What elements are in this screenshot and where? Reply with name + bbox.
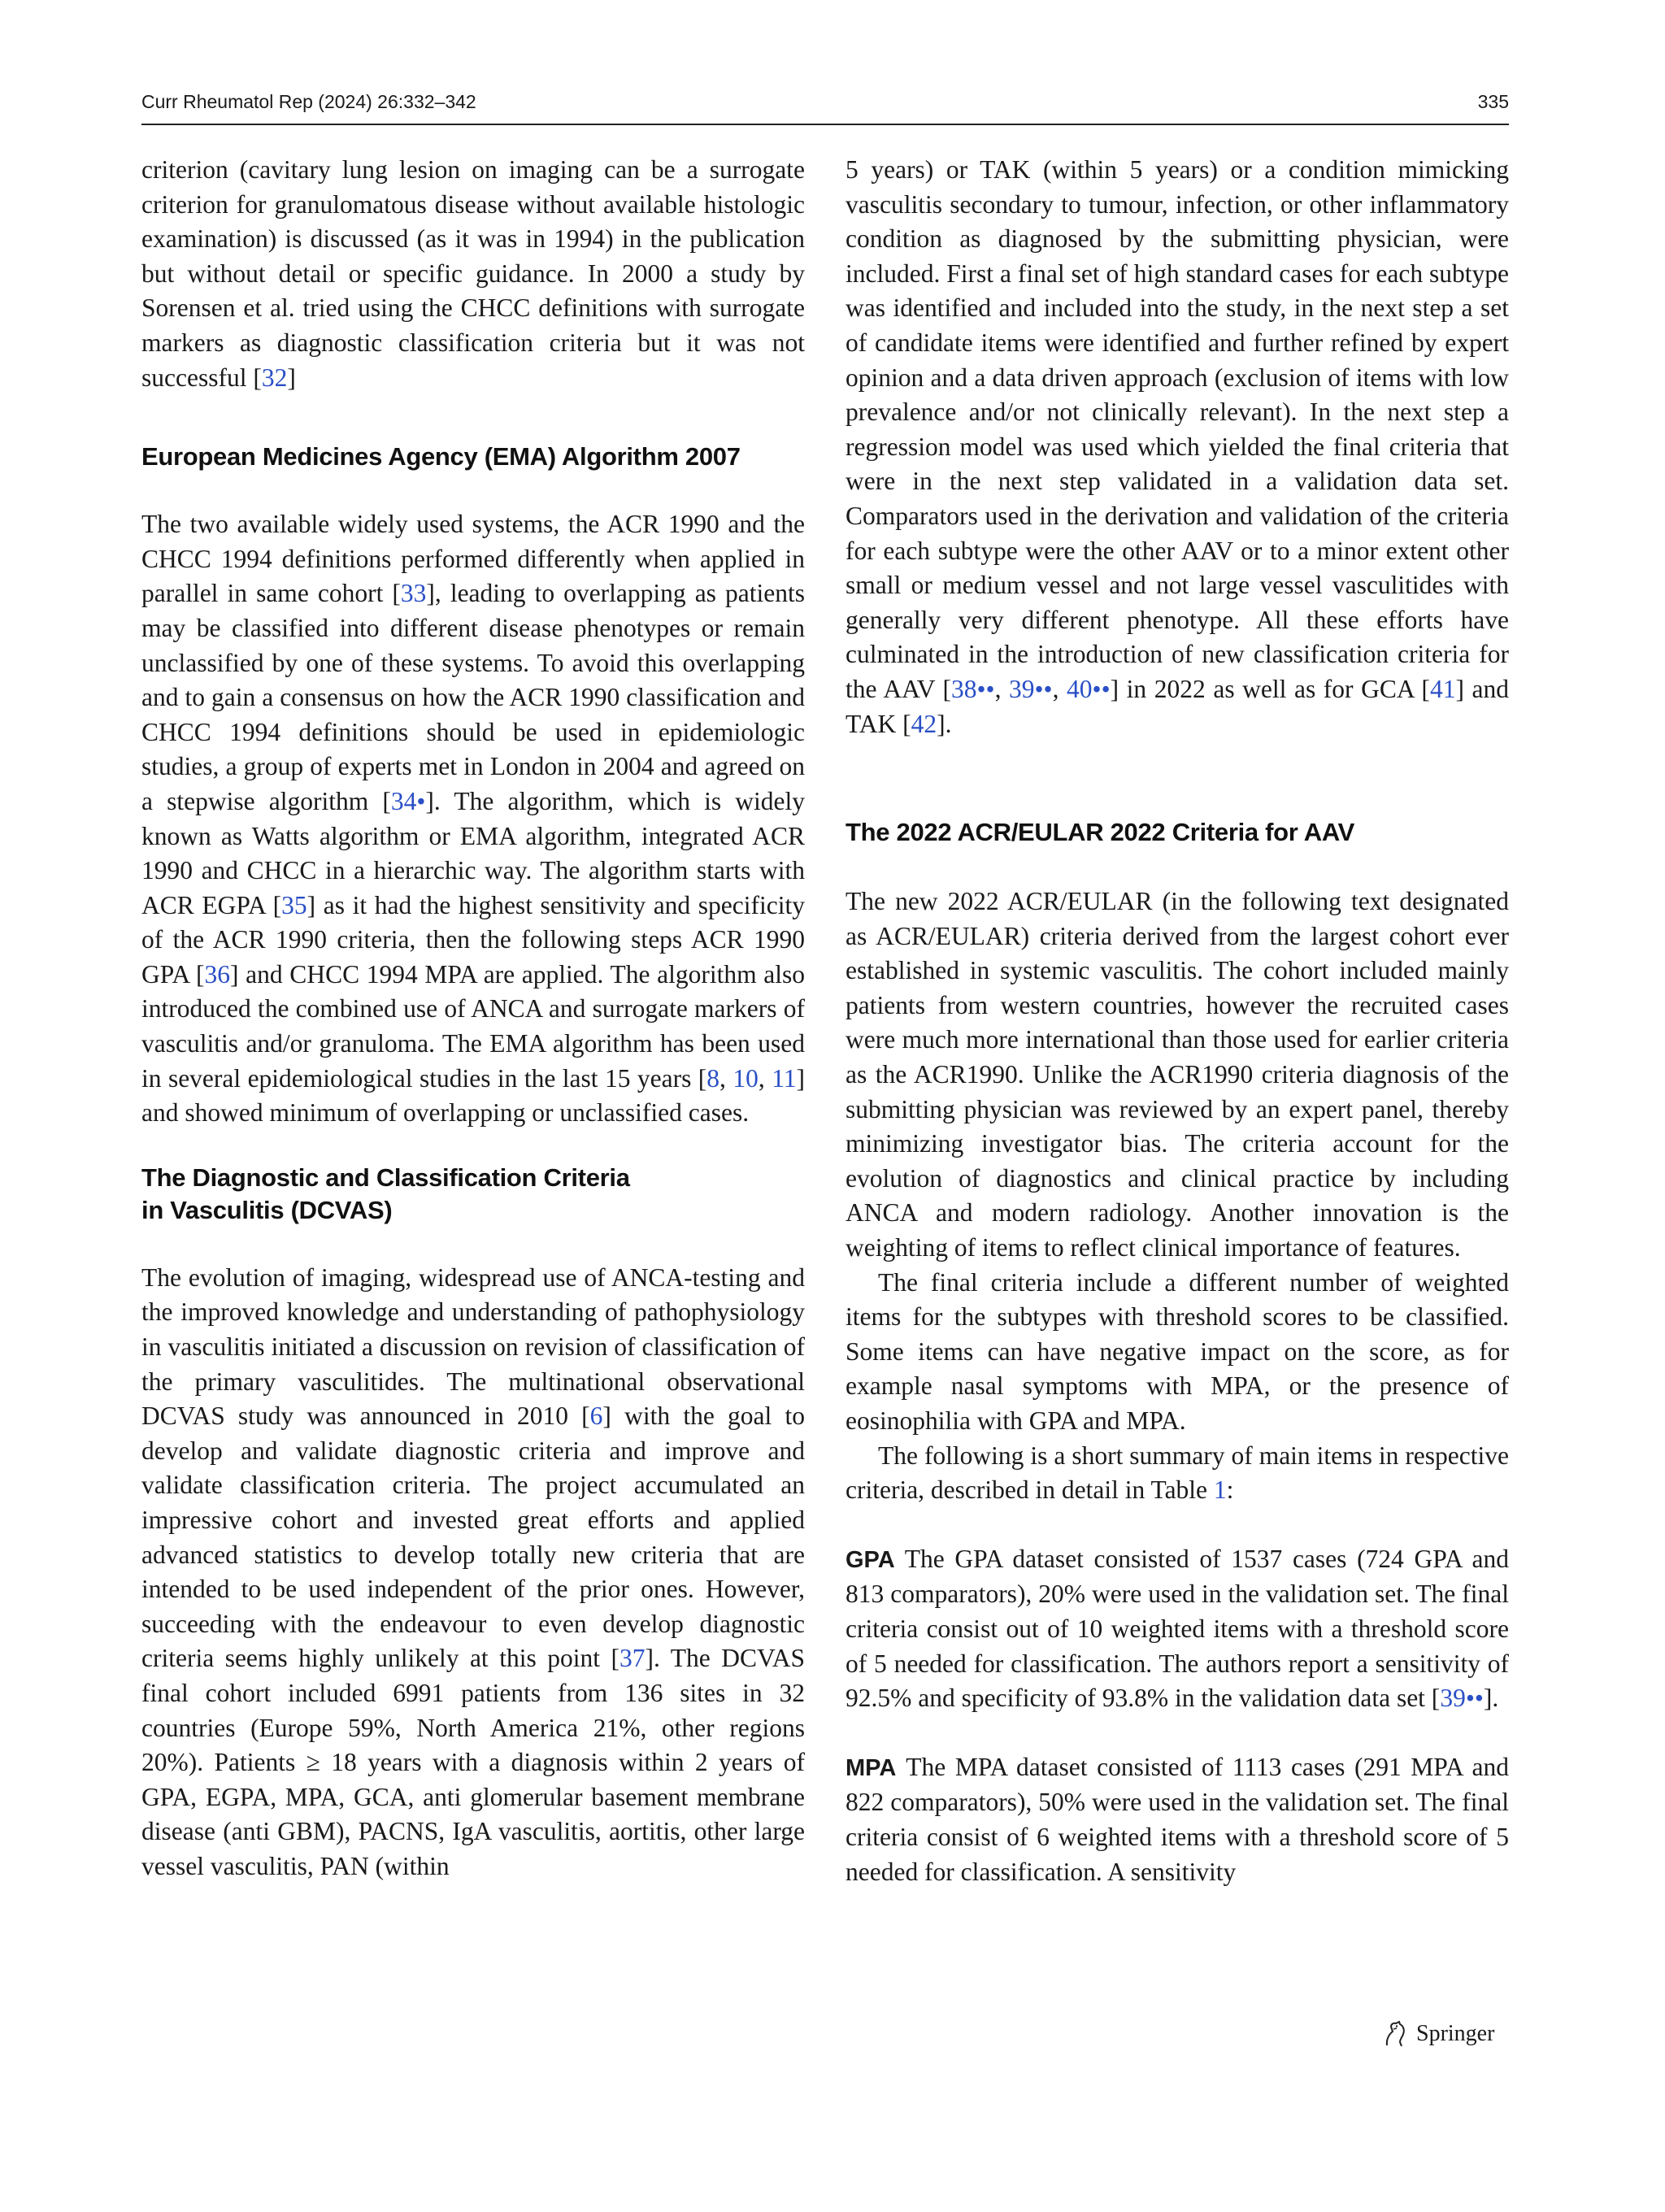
text: , (758, 1063, 772, 1093)
text: ] and CHCC 1994 MPA are applied. The algorithm also introduced the combined use of ANCA and surrogate markers of vasculitis and/or granuloma. The EMA algorithm has been used in several epidemiological studies in the last 15 years [ (141, 959, 805, 1093)
journal-citation: Curr Rheumatol Rep (2024) 26:332–342 (141, 91, 476, 112)
citation-link[interactable]: 10 (733, 1063, 759, 1093)
section-heading-dcvas (141, 1162, 805, 1227)
text: The GPA dataset consisted of 1537 cases (724 GPA and 813 comparators), 20% were used in the validation set. The final criteria consist out of 10 weighted items with a threshold score of 5 needed for classification. The authors report a sensitivity of 92.5% and specificity of 93.8% in the validation data set [ (846, 1544, 1509, 1713)
citation-link[interactable]: 33 (400, 579, 427, 608)
citation-link[interactable]: 42 (911, 709, 937, 738)
page-number: 335 (1477, 91, 1509, 112)
citation-link[interactable]: 36 (204, 959, 231, 989)
paragraph-summary-intro (846, 1439, 1509, 1508)
citation-link[interactable]: 41 (1429, 674, 1456, 703)
text: ] with the goal to develop and validate diagnostic criteria and improve and validate classification criteria. The project accumulated an impressive cohort and invested great efforts and applied advanced statistics to develop totally new criteria that are intended to be used independent of the prior ones. However, succeeding with the endeavour to even develop diagnostic criteria seems highly unlikely at this point [ (141, 1402, 805, 1673)
text: , (1052, 674, 1067, 703)
citation-link[interactable]: 35 (281, 890, 307, 919)
heading-line: The Diagnostic and Classification Criteria (141, 1162, 630, 1192)
paragraph-ema-algorithm (141, 507, 805, 1131)
table-link[interactable]: 1 (1213, 1475, 1227, 1505)
citation-link[interactable]: 6 (589, 1402, 603, 1431)
running-header (141, 88, 1509, 125)
paragraph-weighted-items: The final criteria include a different number of weighted items for the subtypes with threshold scores to be classified. Some items can have negative impact on the score, as for example nasal symptoms with MPA, or the presence of eosinophilia with GPA and MPA. (846, 1267, 1509, 1435)
citation-link[interactable]: 34• (390, 786, 426, 815)
paragraph-dcvas-study (141, 1261, 805, 1884)
publisher-footer (1382, 2019, 1509, 2052)
text: The two available widely used systems, the ACR 1990 and the CHCC 1994 definitions performed differently when applied in parallel in same cohort [ (141, 510, 805, 608)
text: The evolution of imaging, widespread use of ANCA-testing and the improved knowledge and understanding of pathophysiology in vasculitis initiated a discussion on revision of classification of the primary vasculitides. The multinational observational DCVAS study was announced in 2010 [ (141, 1262, 805, 1431)
heading-line: in Vasculitis (DCVAS) (141, 1195, 393, 1224)
citation-link[interactable]: 40•• (1067, 674, 1111, 703)
citation-link[interactable]: 11 (772, 1063, 797, 1093)
citation-link[interactable]: 38•• (951, 674, 995, 703)
citation-link[interactable]: 8 (706, 1063, 720, 1093)
text: ] and TAK [ (846, 674, 1509, 738)
text: ] (287, 363, 296, 392)
text: 5 years) or TAK (within 5 years) or a condition mimicking vasculitis secondary to tumour, infection, or other inflammatory condition as diagnosed by the submitting physician, were included. First a final set of high standard cases for each subtype was identified and included into the study, in the next step a set of candidate items were identified and further refined by expert opinion and a data driven approach (exclusion of items with low prevalence and/or not clinically relevant). In the next step a regression model was used which yielded the final criteria that were in the next step validated in a validation data set. Comparators used in the derivation and validation of the criteria for each subtype were the other AAV or to a minor extent other small or medium vessel and not large vessel vasculitides with generally very different phenotype. All these efforts have culminated in the introduction of new classification criteria for the AAV [ (846, 155, 1509, 703)
citation-link[interactable]: 39•• (1009, 674, 1053, 703)
text: ]. The algorithm, which is widely known as Watts algorithm or EMA algorithm, integrated ACR 1990 and CHCC in a hierarchic way. The algorithm starts with ACR EGPA [ (141, 786, 805, 919)
citation-link[interactable]: 39•• (1440, 1684, 1484, 1713)
text: : (1226, 1475, 1234, 1505)
text: ]. (937, 709, 952, 738)
section-heading-acr-eular: The 2022 ACR/EULAR 2022 Criteria for AAV (846, 818, 1354, 847)
run-in-heading-gpa: GPA (846, 1546, 895, 1573)
text: criterion (cavitary lung lesion on imaging can be a surrogate criterion for granulomatous disease without available histologic examination) is discussed (as it was in 1994) in the publication but without detail or specific guidance. In 2000 a study by Sorensen et al. tried using the CHCC definitions with surrogate markers as diagnostic classification criteria but it was not successful [ (141, 155, 805, 392)
text: ] in 2022 as well as for GCA [ (1110, 674, 1430, 703)
text: ], leading to overlapping as patients may be classified into different disease phenotypes or remain unclassified by one of these systems. To avoid this overlapping and to gain a consensus on how the ACR 1990 classification and CHCC 1994 definitions should be used in epidemiologic studies, a group of experts met in London in 2004 and agreed on a stepwise algorithm [ (141, 579, 805, 815)
publisher-name: Springer (1416, 2021, 1495, 2046)
paragraph-dcvas-inclusion (846, 153, 1509, 741)
text: ]. (1483, 1684, 1499, 1713)
right-column (846, 153, 1509, 1889)
run-in-heading-mpa: MPA (846, 1754, 897, 1781)
springer-horse-logo-icon (1382, 2019, 1410, 2049)
text: , (719, 1063, 733, 1093)
text: , (994, 674, 1010, 703)
text: The following is a short summary of main items in respective criteria, described in detail in Table (846, 1441, 1509, 1505)
text: ] as it had the highest sensitivity and specificity of the ACR 1990 criteria, then the following steps ACR 1990 GPA [ (141, 890, 805, 989)
citation-link[interactable]: 37 (619, 1644, 646, 1673)
paragraph-gpa (846, 1542, 1509, 1716)
paragraph-mpa (846, 1750, 1509, 1889)
text: ] and showed minimum of overlapping or unclassified cases. (141, 1063, 806, 1128)
citation-link[interactable]: 32 (261, 363, 288, 392)
text: The MPA dataset consisted of 1113 cases (291 MPA and 822 comparators), 50% were used in the validation set. The final criteria consist of 6 weighted items with a threshold score of 5 needed for classification. A sensitivity (846, 1752, 1509, 1886)
section-heading-ema: European Medicines Agency (EMA) Algorithm 2007 (141, 442, 741, 472)
text: ]. The DCVAS final cohort included 6991 patients from 136 sites in 32 countries (Europe 59%, North America 21%, other regions 20%). Patients ≥ 18 years with a diagnosis within 2 years of GPA, EGPA, MPA, GCA, anti glomerular basement membrane disease (anti GBM), PACNS, IgA vasculitis, aortitis, other large vessel vasculitis, PAN (within (141, 1644, 805, 1880)
paragraph-chcc-surrogate (141, 153, 805, 395)
left-column (141, 153, 805, 1884)
paragraph-acr-eular-intro: The new 2022 ACR/EULAR (in the following text designated as ACR/EULAR) criteria derived from the largest cohort ever established in systemic vasculitis. The cohort included mainly patients from western countries, however the recruited cases were much more international than those used for earlier criteria as the ACR1990. Unlike the ACR1990 criteria diagnosis of the submitting physician was reviewed by an expert panel, thereby minimizing investigator bias. The criteria account for the evolution of diagnostics and clinical practice by including ANCA and modern radiology. Another innovation is the weighting of items to reflect clinical importance of features. (846, 887, 1509, 1262)
